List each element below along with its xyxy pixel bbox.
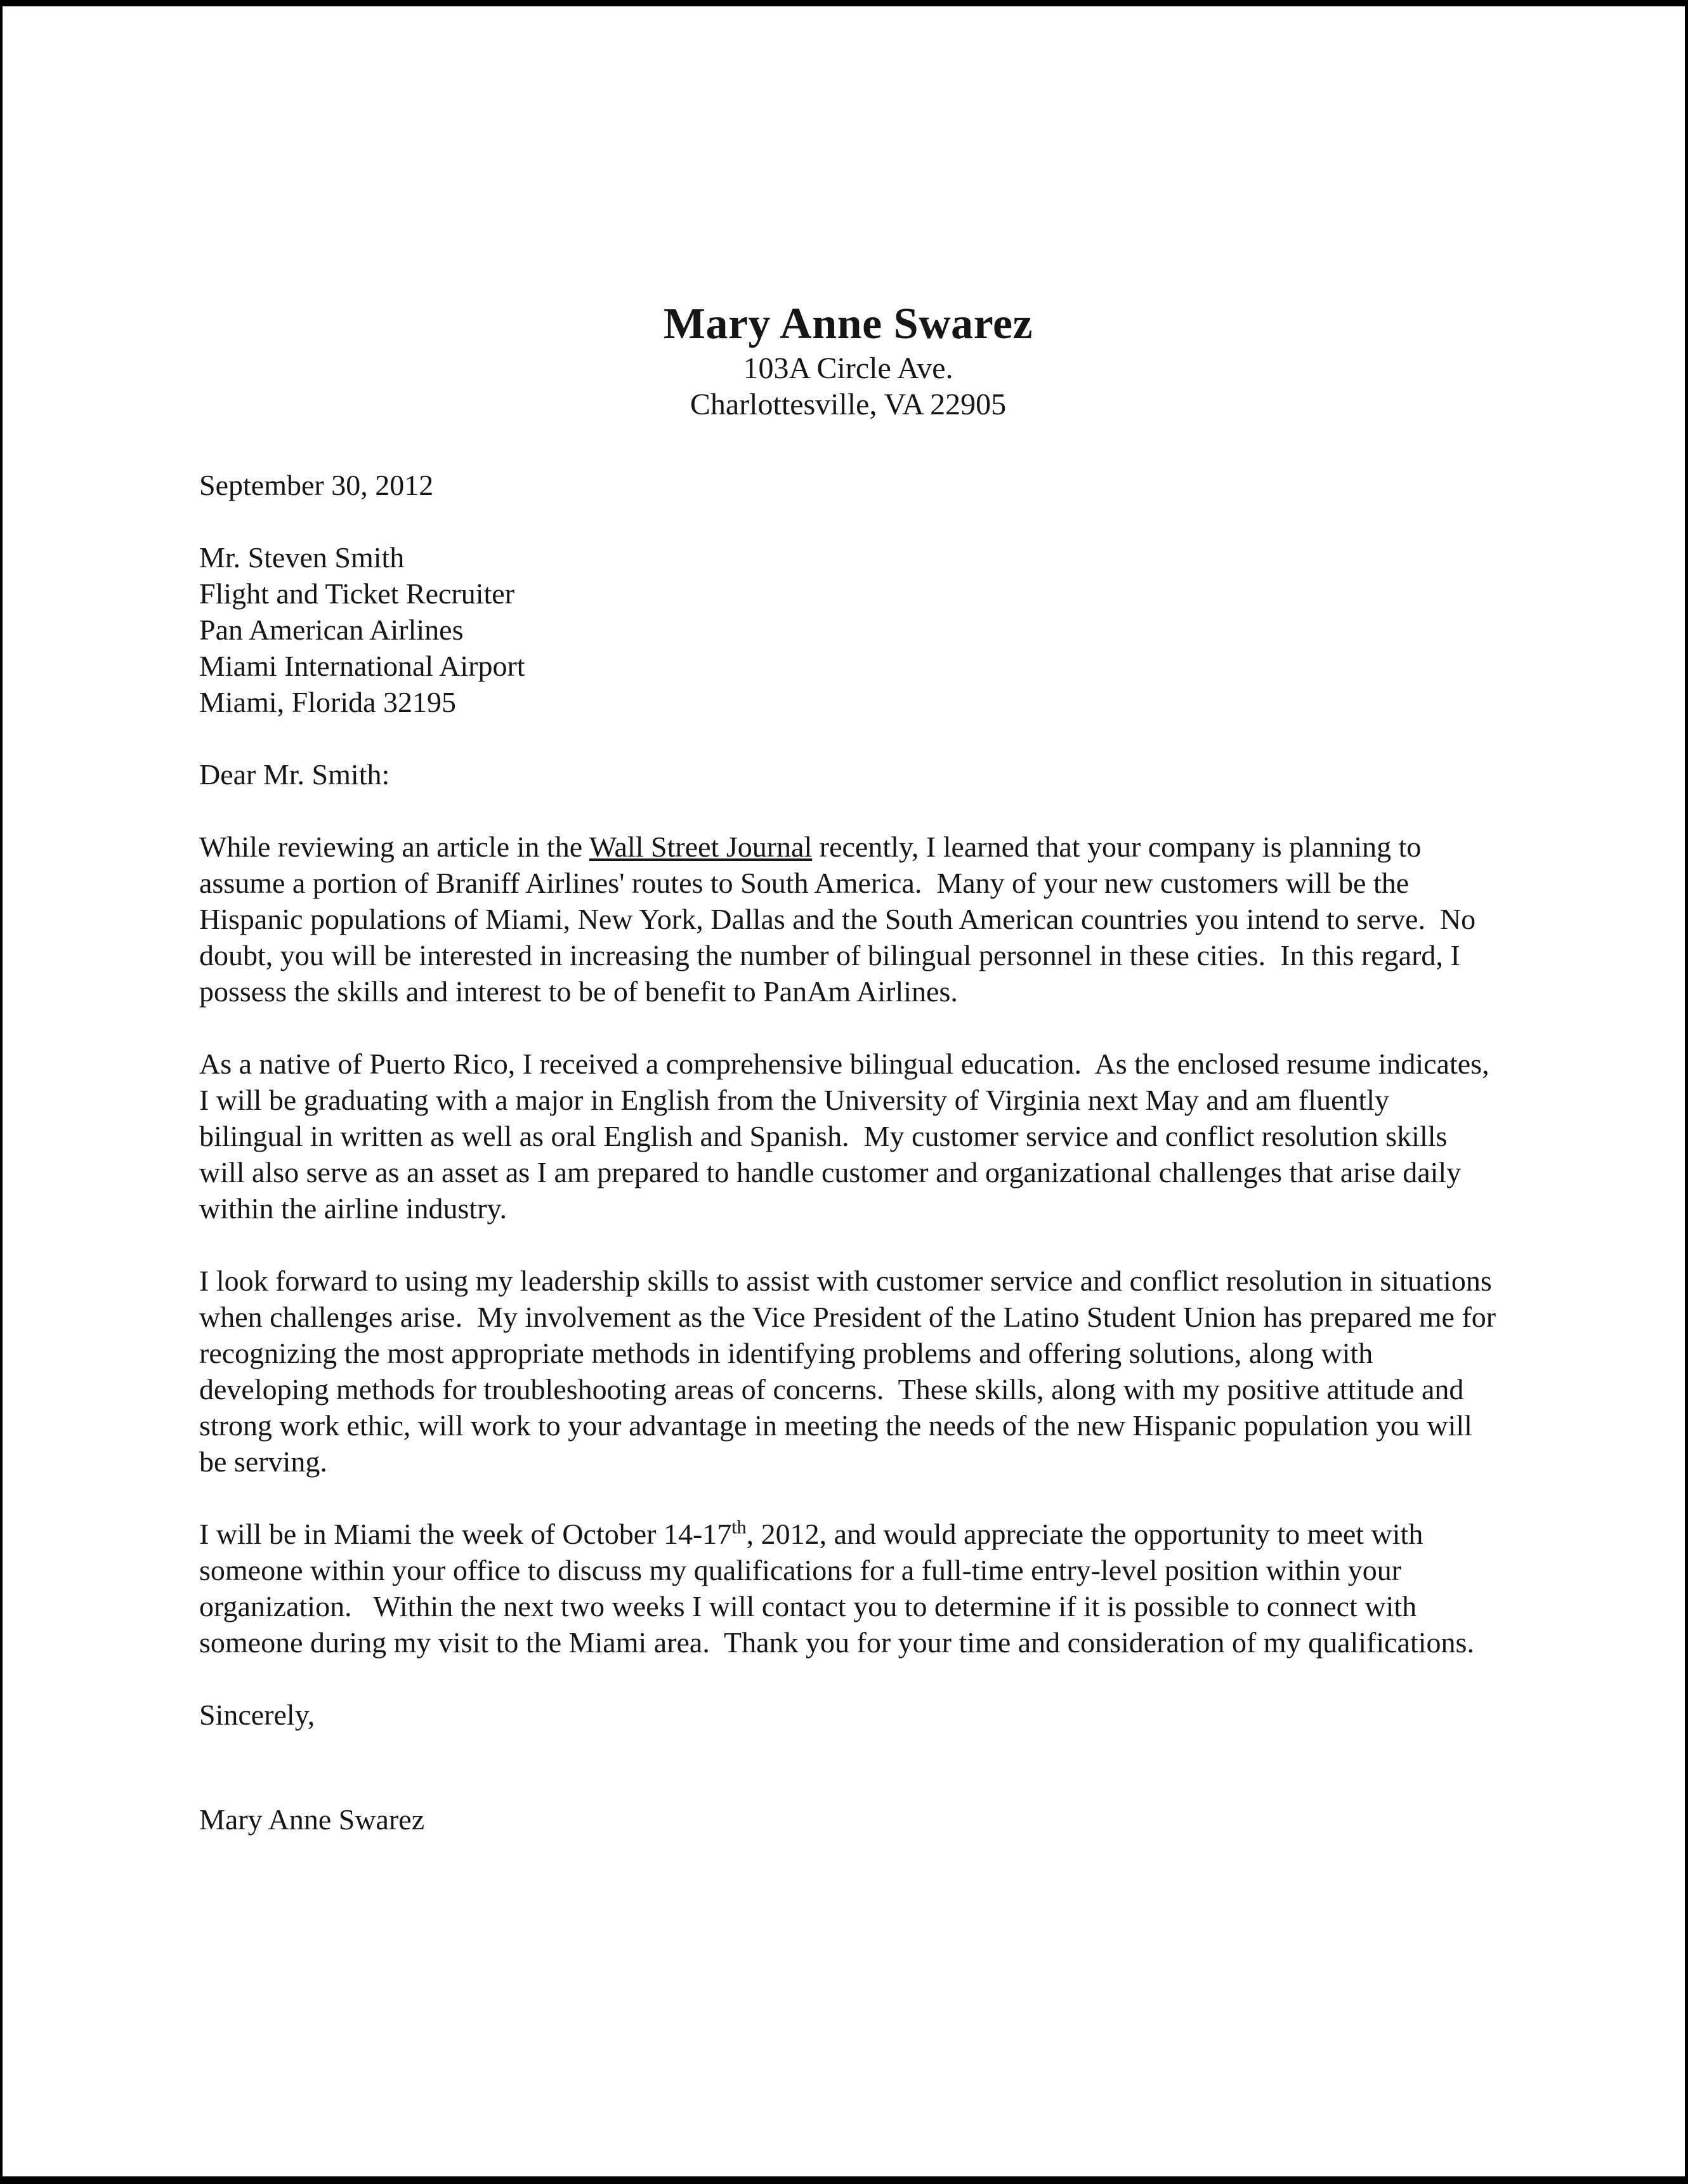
recipient-address-line: Miami International Airport	[199, 650, 525, 682]
body-paragraph-4	[199, 1516, 1497, 1661]
recipient-name: Mr. Steven Smith	[199, 541, 405, 574]
closing-line: Sincerely,	[199, 1699, 315, 1731]
body-paragraph-1	[199, 829, 1497, 1010]
body-paragraph-3: I look forward to using my leadership skills to assist with customer service and conflict resolution in situations when challenges arise. My involvement as the Vice President of the Latino Student Union has prepared me for recognizing the most appropriate methods in identifying problems and offering solutions, along with developing methods for troubleshooting areas of concerns. These skills, along with my positive attitude and strong work ethic, will work to your advantage in meeting the needs of the new Hispanic population you will be serving.	[199, 1265, 1503, 1478]
paragraph-4-text-after: , 2012, and would appreciate the opportunity to meet with someone within your office to discuss my qualifications for a full-time entry-level position within your organization. Within the next two weeks I will contact you to determine if it is possible to connect with someone during my visit to the Miami area. Thank you for your time and consideration of my qualifications.	[199, 1518, 1474, 1659]
body-paragraph-2: As a native of Puerto Rico, I received a comprehensive bilingual education. As the enclosed resume indicates, I will be graduating with a major in English from the University of Virginia next May and am fluently bilingual in written as well as oral English and Spanish. My customer service and conflict resolution skills will also serve as an asset as I am prepared to handle customer and organizational challenges that arise daily within the airline industry.	[199, 1048, 1497, 1225]
date-line: September 30, 2012	[199, 469, 434, 501]
ordinal-superscript: th	[731, 1516, 747, 1538]
letterhead	[199, 298, 1497, 423]
wall-street-journal-underlined-text: Wall Street Journal	[589, 831, 813, 863]
signature-name: Mary Anne Swarez	[199, 1803, 425, 1836]
recipient-city-line: Miami, Florida 32195	[199, 686, 457, 718]
salutation: Dear Mr. Smith:	[199, 758, 390, 791]
sender-address-street: 103A Circle Ave.	[743, 352, 953, 385]
letter-page	[3, 6, 1685, 2176]
sender-address-city: Charlottesville, VA 22905	[690, 388, 1007, 421]
recipient-title: Flight and Ticket Recruiter	[199, 577, 515, 610]
recipient-address-block	[199, 539, 1497, 720]
recipient-company: Pan American Airlines	[199, 614, 464, 646]
paragraph-4-text-before: I will be in Miami the week of October 14-17	[199, 1518, 732, 1550]
paragraph-1-text-before: While reviewing an article in the	[199, 831, 589, 863]
paragraph-1-text-after: recently, I learned that your company is planning to assume a portion of Braniff Airlines' routes to South America. Many of your new customers will be the Hispanic populations of Miami, New York, Dallas and the South American countries you intend to serve. No doubt, you will be interested in increasing the number of bilingual personnel in these cities. In this regard, I possess the skills and interest to be of benefit to PanAm Airlines.	[199, 831, 1483, 1008]
sender-name: Mary Anne Swarez	[663, 299, 1033, 348]
